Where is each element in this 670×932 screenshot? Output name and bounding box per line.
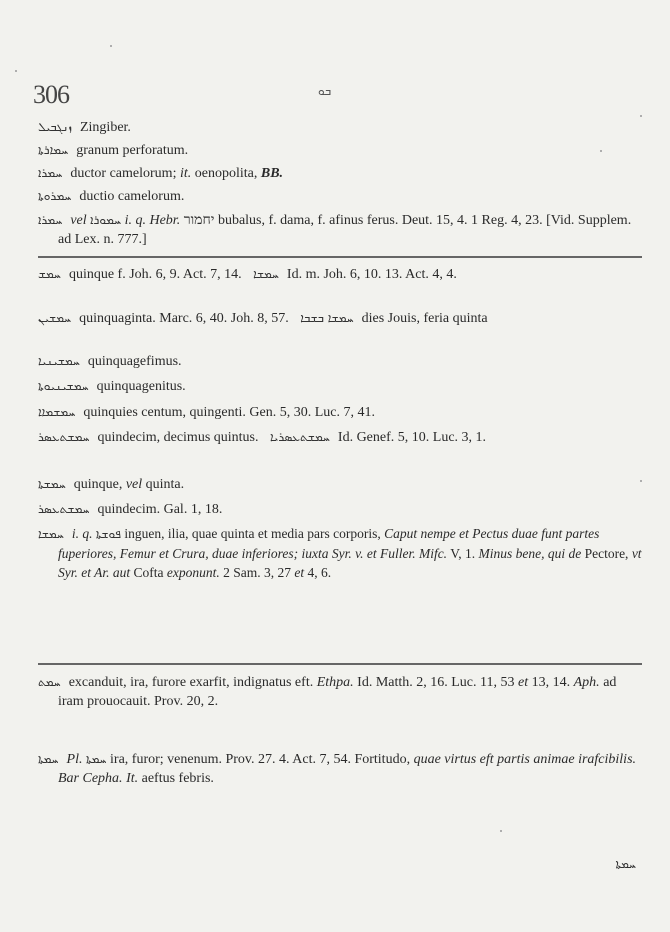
entry-granum xyxy=(38,141,642,160)
entry-text: quinquies centum, quingenti. Gen. 5, 30. Luc. 7, 41. xyxy=(83,405,375,420)
entry-italic: it. xyxy=(179,166,192,181)
entry-text-2: oenopolita, xyxy=(194,166,258,181)
entry-quinquagefimus xyxy=(38,352,642,371)
entry-iq: i. q. Hebr. xyxy=(124,213,181,228)
syriac-headword: ܚܡܪܐ xyxy=(38,213,63,227)
syriac-variant: ܚܡܘܪܐ xyxy=(90,213,122,227)
entry-iq: i. q. xyxy=(71,526,93,541)
paper-speck xyxy=(600,150,602,152)
syriac-headword: ܚܡܪܐ xyxy=(38,166,63,180)
entry-inguen xyxy=(38,524,642,582)
entry-italic-gloss-4: exponunt. xyxy=(166,565,220,580)
paper-speck xyxy=(640,115,642,117)
entry-text: inguen, ilia, quae quinta et media pars corporis, xyxy=(124,526,381,541)
paper-speck xyxy=(640,480,642,482)
entry-text-6: 4, 6. xyxy=(307,565,332,580)
entry-text: quinque, xyxy=(73,477,123,492)
syriac-headword: ܚܡܬ xyxy=(38,675,61,689)
entry-quindecim-gal xyxy=(38,500,642,519)
syriac-headword: ܚܡܫܡܐܐ xyxy=(38,405,76,419)
paper-speck xyxy=(15,70,17,72)
entry-ira xyxy=(38,750,642,788)
entry-text: quinque f. Joh. 6, 9. Act. 7, 14. xyxy=(68,267,242,282)
entry-text-2: dies Jouis, feria quinta xyxy=(361,311,488,326)
entry-italic-it: It. xyxy=(126,771,139,786)
syriac-headword: ܚܡܬܐ xyxy=(38,752,59,766)
syriac-headword: ܚܡܐܪܬܐ xyxy=(38,143,69,157)
section-rule xyxy=(38,663,642,665)
entry-text: ductio camelorum. xyxy=(79,189,185,204)
entry-text-2: quinta. xyxy=(145,477,185,492)
entry-italic-gloss-2: Minus bene, qui de xyxy=(478,546,582,561)
syriac-headword: ܚܡܫܬܥܣܪ xyxy=(38,502,90,516)
syriac-variant: ܚܡܫܬܥܣܪܝܐ xyxy=(270,430,330,444)
entry-text-4: Cofta xyxy=(133,565,164,580)
syriac-variant: ܚܡܬܐ xyxy=(85,752,107,766)
entry-quinque-f xyxy=(38,265,642,284)
entry-quindecim xyxy=(38,428,642,447)
syriac-headword: ܚܡܫܝܢܝܐ xyxy=(38,354,80,368)
entry-italic-gloss: quae virtus eft partis animae irafcibilis. Bar Cepha. xyxy=(58,752,637,786)
entry-ductio xyxy=(38,187,642,206)
entry-ductor xyxy=(38,164,642,183)
entry-excanduit xyxy=(38,673,642,711)
entry-text-4: ad iram prouocauit. Prov. 20, 2. xyxy=(58,675,617,709)
conjugation-label: Ethpa. xyxy=(316,675,354,690)
syriac-headword: ܚܡܫܝܢ xyxy=(38,311,72,325)
entry-text-3: 13, 14. xyxy=(531,675,571,690)
entry-text: excanduit, ira, furore exarfit, indignatus eft. xyxy=(68,675,314,690)
entry-text: granum perforatum. xyxy=(76,143,189,158)
entry-text: bubalus, f. dama, f. afinus ferus. Deut. 15, 4. 1 Reg. 4, 23. [Vid. Supplem. ad Lex. n. 777.] xyxy=(58,213,632,247)
syriac-headword: ܚܡܫܬܐ xyxy=(38,477,66,491)
entry-text-2: Id. Matth. 2, 16. Luc. 11, 53 xyxy=(357,675,515,690)
entry-text-2: V, 1. xyxy=(450,546,476,561)
entry-text-3: Pectore, xyxy=(584,546,629,561)
syriac-headword: ܚܡܫܐ xyxy=(38,527,64,541)
entry-zingiber xyxy=(38,118,642,137)
syriac-headword: ܙܢܓܒܝܠ xyxy=(38,120,72,134)
entry-text: Zingiber. xyxy=(79,120,131,135)
entry-italic-et: et xyxy=(294,565,305,580)
syriac-headword: ܚܡܫܝܢܝܘܬܐ xyxy=(38,379,89,393)
entry-text-2: Id. Genef. 5, 10. Luc. 3, 1. xyxy=(337,430,487,445)
entry-text-5: 2 Sam. 3, 27 xyxy=(223,565,292,580)
conjugation-label-aph: Aph. xyxy=(573,675,600,690)
entry-italic-et: et xyxy=(518,675,529,690)
entry-text: ira, furor; venenum. Prov. 27. 4. Act. 7, 54. Fortitudo, xyxy=(110,752,411,767)
plural-label: Pl. xyxy=(66,752,83,767)
paper-speck xyxy=(110,45,112,47)
entry-quinquaginta xyxy=(38,309,642,328)
entry-quinta xyxy=(38,475,642,494)
entry-text: quinquaginta. Marc. 6, 40. Joh. 8, 57. xyxy=(79,311,289,326)
entry-bubalus xyxy=(38,211,642,249)
entry-text-2: Id. m. Joh. 6, 10. 13. Act. 4, 4. xyxy=(286,267,457,282)
entry-text: quinquagefimus. xyxy=(87,354,182,369)
entry-text: quindecim, decimus quintus. xyxy=(97,430,259,445)
entry-quingenti xyxy=(38,403,642,422)
syriac-variant: ܦܘܫܬܐ xyxy=(95,527,121,541)
entry-text-2: aeftus febris. xyxy=(141,771,214,786)
catchword: ܚܡܬܐ xyxy=(615,857,636,871)
syriac-headword: ܚܡܪܘܬܐ xyxy=(38,189,72,203)
syriac-headword: ܚܡܫ xyxy=(38,267,61,281)
entry-text: quinquagenitus. xyxy=(96,379,186,394)
source-abbr: BB. xyxy=(260,166,284,181)
entry-vel: vel xyxy=(70,213,87,228)
entry-italic-gloss-3: vt Syr. et Ar. aut xyxy=(58,546,642,580)
entry-quinquagenitus xyxy=(38,377,642,396)
section-rule xyxy=(38,256,642,258)
entry-text: ductor camelorum; xyxy=(70,166,177,181)
paper-speck xyxy=(500,830,502,832)
page-number: 306 xyxy=(33,80,69,109)
syriac-headword: ܚܡܫܬܥܣܪ xyxy=(38,430,90,444)
running-header: ܒܘ xyxy=(318,84,332,98)
syriac-variant: ܚܡܫܐ ܒܫܒܐ xyxy=(300,311,354,325)
entry-italic-gloss: Caput nempe et Pectus duae funt partes fuperiores, Femur et Crura, duae inferiores; iuxta Syr. v. et Fuller. Mifc. xyxy=(58,526,600,561)
hebrew-word: יחמור xyxy=(183,213,215,228)
syriac-variant: ܚܡܫܐ xyxy=(253,267,279,281)
entry-text: quindecim. Gal. 1, 18. xyxy=(97,502,223,517)
entry-vel: vel xyxy=(125,477,143,492)
